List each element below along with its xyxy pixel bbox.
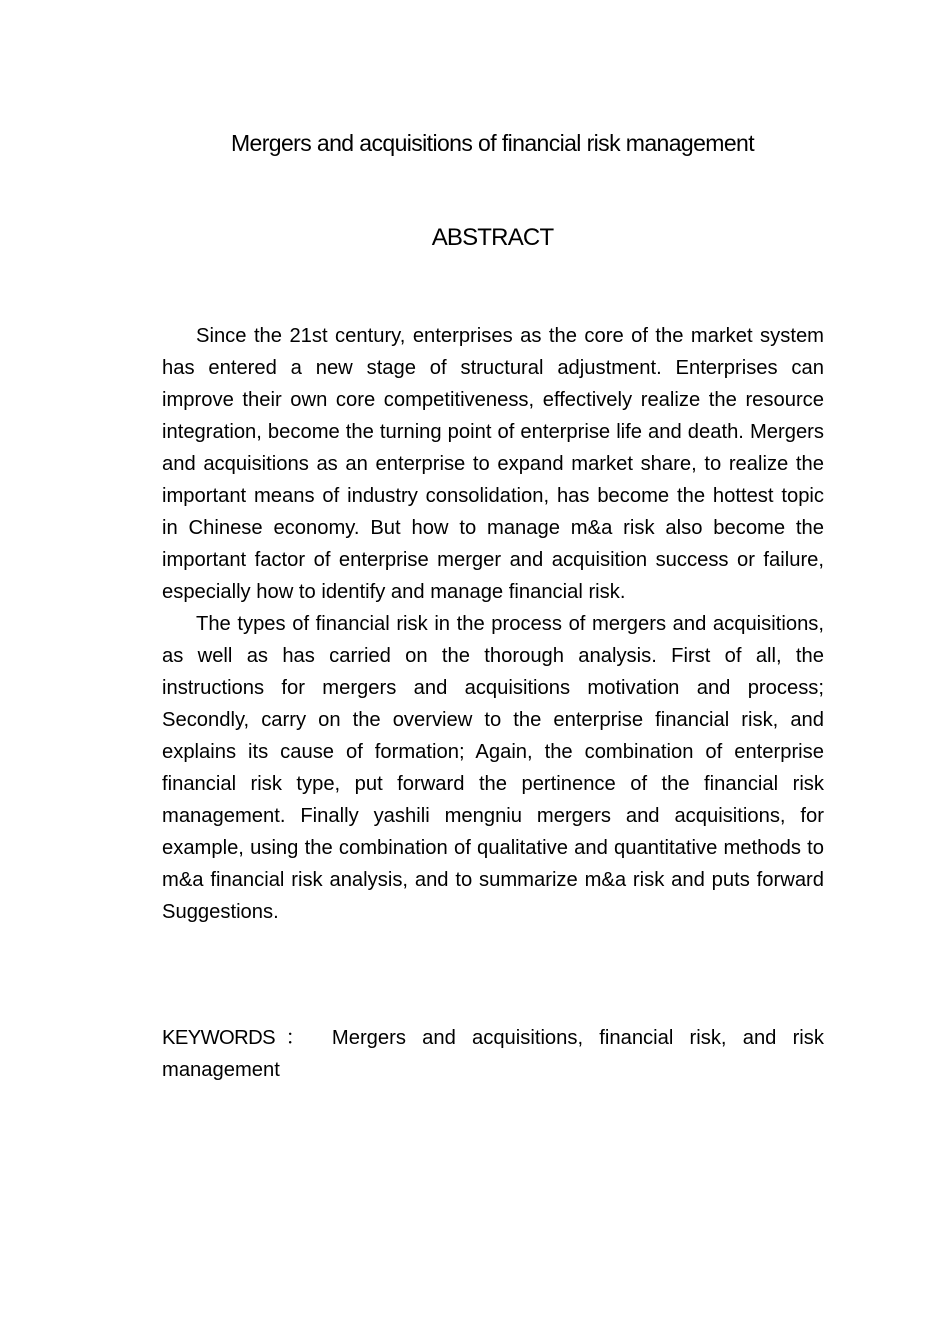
- keywords-line: [162, 1022, 824, 1086]
- abstract-heading: ABSTRACT: [431, 224, 554, 251]
- abstract-paragraph-1: Since the 21st century, enterprises as the core of the market system has entered a new stage of structural adjustment. Enterprises can improve their own core competitiveness, effectively realize the resource integration, become the turning point of enterprise life and death. Mergers and acquisitions as an enterprise to expand market share, to realize the important means of industry consolidation, has become the hottest topic in Chinese economy. But how to manage m&a risk also become the important factor of enterprise merger and acquisition success or failure, especially how to identify and manage financial risk.: [162, 325, 824, 603]
- abstract-body: [162, 320, 824, 928]
- keywords-label: KEYWORDS：: [162, 1027, 316, 1049]
- document-title: Mergers and acquisitions of financial risk management: [230, 130, 755, 156]
- abstract-paragraph-2: The types of financial risk in the process of mergers and acquisitions, as well as has carried on the thorough analysis. First of all, the instructions for mergers and acquisitions motivation and process; Secondly, carry on the overview to the enterprise financial risk, and explains its cause of formation; Again, the combination of enterprise financial risk type, put forward the pertinence of the financial risk management. Finally yashili mengniu mergers and acquisitions, for example, using the combination of qualitative and quantitative methods to m&a financial risk analysis, and to summarize m&a risk and puts forward Suggestions.: [162, 613, 824, 923]
- keywords-text: Mergers and acquisitions, financial risk, and risk management: [162, 1027, 824, 1081]
